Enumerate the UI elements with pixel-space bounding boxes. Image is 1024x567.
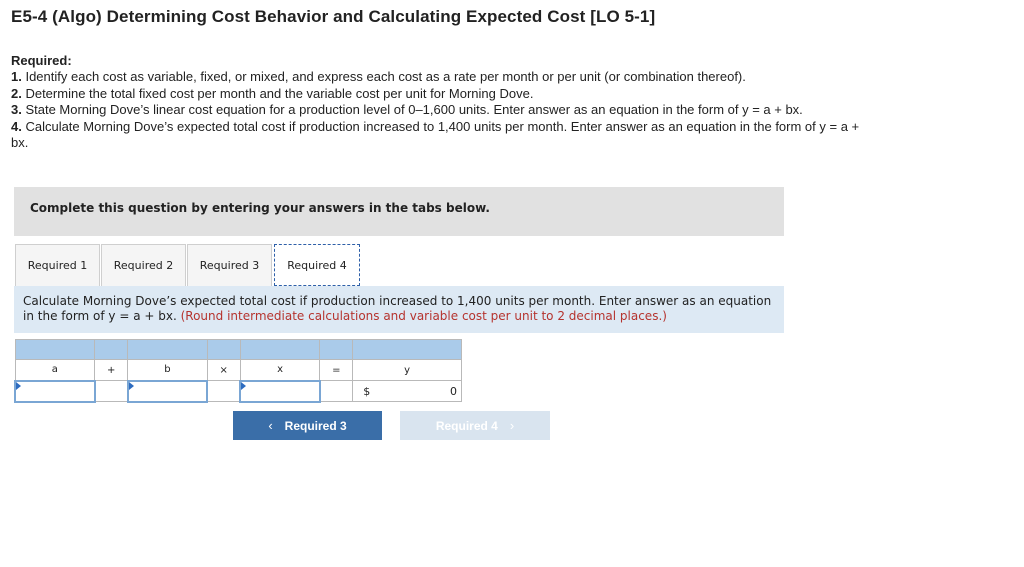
equation-inputs-row — [15, 381, 462, 402]
label-x: x — [240, 360, 320, 381]
requirement-item: 1. Identify each cost as variable, fixed, or mixed, and express each cost as a rate per month or per unit (or combination thereof). — [11, 69, 746, 85]
input-x-cell[interactable] — [240, 381, 320, 402]
plus-sign: + — [95, 360, 128, 381]
instructions-bar — [14, 187, 784, 236]
result-y-cell — [353, 381, 462, 402]
next-required-button — [400, 411, 550, 440]
tab-required-3[interactable]: Required 3 — [187, 244, 272, 286]
input-marker-icon — [16, 382, 21, 390]
input-b-cell[interactable] — [128, 381, 208, 402]
tab-required-2[interactable]: Required 2 — [101, 244, 186, 286]
prev-required-button[interactable] — [233, 411, 382, 440]
tab-bar — [15, 244, 361, 286]
chevron-left-icon: ‹ — [268, 418, 273, 433]
tab-required-1[interactable]: Required 1 — [15, 244, 100, 286]
times-sign: × — [207, 360, 240, 381]
prev-button-label: Required 3 — [284, 418, 347, 433]
input-x[interactable] — [241, 382, 319, 401]
instructions-text: Complete this question by entering your answers in the tabs below. — [30, 201, 490, 215]
input-marker-icon — [241, 382, 246, 390]
result-y-value: 0 — [450, 384, 457, 398]
requirement-item: 3. State Morning Dove’s linear cost equation for a production level of 0–1,600 units. Enter answer as an equation in the form of y = a + bx. — [11, 102, 803, 118]
label-a: a — [15, 360, 95, 381]
chevron-right-icon: › — [509, 418, 515, 433]
label-b: b — [128, 360, 208, 381]
question-prompt — [14, 286, 784, 333]
equals-sign: = — [320, 360, 353, 381]
next-button-label: Required 4 — [435, 418, 498, 433]
requirements-heading: Required: — [11, 53, 72, 68]
currency-symbol: $ — [363, 384, 371, 398]
equation-header-row — [15, 340, 462, 360]
equation-table — [14, 339, 462, 403]
equation-labels-row — [15, 360, 462, 381]
input-marker-icon — [129, 382, 134, 390]
requirement-item: 2. Determine the total fixed cost per month and the variable cost per unit for Morning Dove. — [11, 85, 534, 101]
requirements-block — [11, 53, 871, 151]
rounding-note: (Round intermediate calculations and variable cost per unit to 2 decimal places.) — [180, 309, 667, 323]
prompt-text: Calculate Morning Dove’s expected total cost if production increased to 1,400 units per month. Enter answer as an equation in the form of y = a + bx. — [23, 294, 772, 323]
page-title: E5-4 (Algo) Determining Cost Behavior and Calculating Expected Cost [LO 5-1] — [11, 7, 656, 26]
tab-required-4[interactable]: Required 4 — [274, 244, 360, 286]
label-y: y — [353, 360, 462, 381]
requirement-item: 4. Calculate Morning Dove’s expected total cost if production increased to 1,400 units per month. Enter answer as an equation in the form of y = a + bx. — [11, 118, 860, 151]
input-a[interactable] — [16, 382, 94, 401]
input-a-cell[interactable] — [15, 381, 95, 402]
input-b[interactable] — [129, 382, 207, 401]
